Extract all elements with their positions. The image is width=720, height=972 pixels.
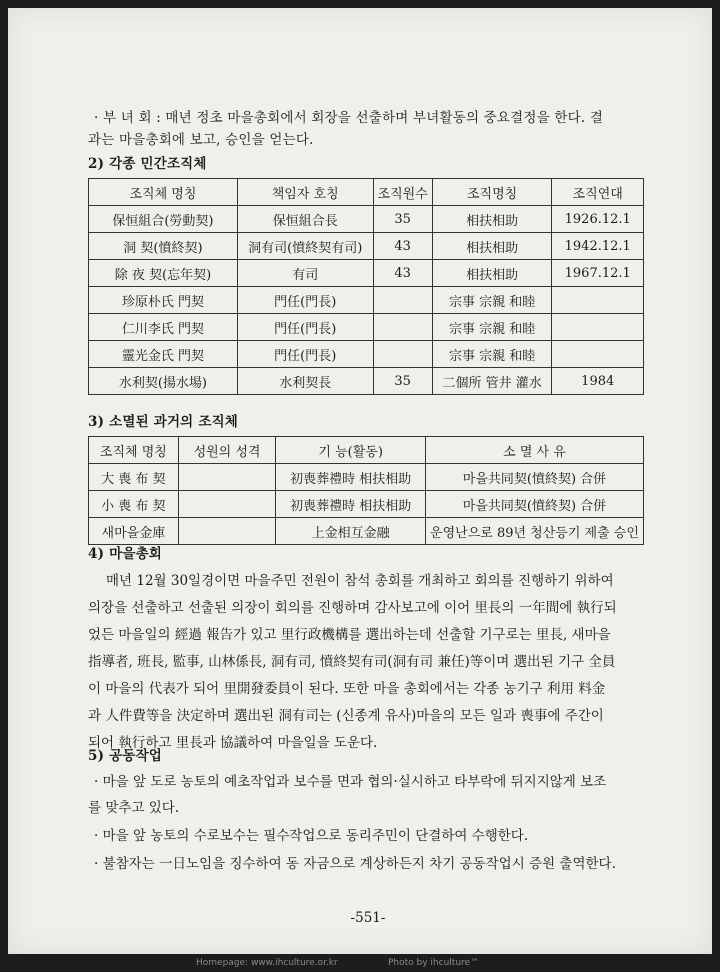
section4-title: 4) 마을총회 xyxy=(88,546,163,562)
table-cell: 宗事 宗親 和睦 xyxy=(432,341,552,368)
table-cell: 相扶相助 xyxy=(432,206,552,233)
table-header-row xyxy=(89,179,644,206)
table-cell: 새마을金庫 xyxy=(89,518,179,545)
paragraph-line: 되어 執行하고 里長과 協議하여 마을일을 도운다. xyxy=(88,735,378,751)
table-cell: 仁川李氏 門契 xyxy=(89,314,238,341)
table-cell xyxy=(552,287,644,314)
column-header: 조직연대 xyxy=(552,179,644,206)
table-cell: 35 xyxy=(373,206,432,233)
paragraph-line: 었든 마을일의 經過 報告가 있고 里行政機構를 選出하는데 선출할 기구로는 里長, 새마을 xyxy=(88,627,611,643)
section5-title: 5) 공동작업 xyxy=(88,748,163,764)
paragraph-line: 指導者, 班長, 監事, 山林係長, 洞有司, 憤終契有司(洞有司 兼任)等이며 選出된 기구 全員 xyxy=(88,654,616,670)
table-header-row xyxy=(89,437,644,464)
column-header: 조직원수 xyxy=(373,179,432,206)
list-item: · 마을 앞 농토의 수로보수는 필수작업으로 동리주민이 단결하여 수행한다. xyxy=(94,828,529,844)
table-cell xyxy=(552,341,644,368)
table-cell: 保恒組合長 xyxy=(237,206,373,233)
table-cell: 宗事 宗親 和睦 xyxy=(432,314,552,341)
table-row xyxy=(89,518,644,545)
paragraph-line: 의장을 선출하고 선출된 의장이 회의를 진행하며 감사보고에 이어 里長의 一年間에 執行되 xyxy=(88,600,617,616)
table-cell: 保恒組合(勞動契) xyxy=(89,206,238,233)
footer-homepage: Homepage: www.ihculture.or.kr xyxy=(196,958,338,968)
list-item: 를 맞추고 있다. xyxy=(88,800,180,816)
document-page xyxy=(8,8,712,954)
column-header: 성원의 성격 xyxy=(178,437,276,464)
table-cell: 운영난으로 89년 청산등기 제출 승인 xyxy=(425,518,643,545)
table-cell: 마을共同契(憤終契) 合併 xyxy=(425,464,643,491)
table-row xyxy=(89,368,644,395)
paragraph-line: 매년 12월 30일경이면 마을주민 전원이 참석 총회를 개최하고 회의를 진행하기 위하여 xyxy=(106,573,614,589)
table-cell: 小 喪 布 契 xyxy=(89,491,179,518)
footer-photo-credit: Photo by ihculture™ xyxy=(388,958,480,968)
table-cell: 相扶相助 xyxy=(432,260,552,287)
women-assoc-line1 xyxy=(94,108,603,128)
column-header: 소 멸 사 유 xyxy=(425,437,643,464)
table-cell: 1984 xyxy=(552,368,644,395)
footer-bar xyxy=(0,954,720,972)
table-cell: 二個所 管井 灌水 xyxy=(432,368,552,395)
table-cell: 1942.12.1 xyxy=(552,233,644,260)
table-cell: 初喪葬禮時 相扶相助 xyxy=(276,464,426,491)
table-cell: 上金相互金融 xyxy=(276,518,426,545)
table-row xyxy=(89,491,644,518)
table-cell: 洞有司(憤終契有司) xyxy=(237,233,373,260)
table-cell: 大 喪 布 契 xyxy=(89,464,179,491)
table-cell xyxy=(373,287,432,314)
column-header: 조직체 명칭 xyxy=(89,437,179,464)
women-assoc-line2: 과는 마을총회에 보고, 승인을 얻는다. xyxy=(88,132,314,148)
column-header: 조직명칭 xyxy=(432,179,552,206)
table-row xyxy=(89,314,644,341)
table-cell: 相扶相助 xyxy=(432,233,552,260)
table-row xyxy=(89,233,644,260)
table-cell xyxy=(552,314,644,341)
table-cell xyxy=(373,314,432,341)
organizations-table xyxy=(88,178,644,395)
list-item: · 불참자는 一日노임을 징수하여 동 자금으로 계상하든지 차기 공동작업시 증원 출역한다. xyxy=(94,856,616,872)
page-number: -551- xyxy=(350,910,386,926)
table-cell: 除 夜 契(忘年契) xyxy=(89,260,238,287)
defunct-organizations-table xyxy=(88,436,644,545)
table-row xyxy=(89,206,644,233)
table-cell: 마을共同契(憤終契) 合併 xyxy=(425,491,643,518)
table-cell xyxy=(178,518,276,545)
table-cell: 有司 xyxy=(237,260,373,287)
table-cell: 門任(門長) xyxy=(237,287,373,314)
table-cell: 靈光金氏 門契 xyxy=(89,341,238,368)
table-cell: 門任(門長) xyxy=(237,314,373,341)
table-cell xyxy=(178,491,276,518)
table-cell: 35 xyxy=(373,368,432,395)
column-header: 책임자 호칭 xyxy=(237,179,373,206)
column-header: 기 능(활동) xyxy=(276,437,426,464)
table-cell: 1967.12.1 xyxy=(552,260,644,287)
table-cell: 洞 契(憤終契) xyxy=(89,233,238,260)
women-assoc-bullet: · xyxy=(94,110,99,126)
table-cell: 水利契長 xyxy=(237,368,373,395)
women-assoc-text: 부 녀 회 : 매년 정초 마을총회에서 회장을 선출하며 부녀활동의 중요결정을 한다. 결 xyxy=(103,110,604,126)
table-cell: 門任(門長) xyxy=(237,341,373,368)
table-cell: 43 xyxy=(373,233,432,260)
table-cell: 初喪葬禮時 相扶相助 xyxy=(276,491,426,518)
table-cell: 珍原朴氏 門契 xyxy=(89,287,238,314)
table-row xyxy=(89,341,644,368)
table-row xyxy=(89,260,644,287)
section2-title: 2) 각종 민간조직체 xyxy=(88,156,207,172)
list-item: · 마을 앞 도로 농토의 예초작업과 보수를 면과 협의·실시하고 타부락에 뒤지지않게 보조 xyxy=(94,774,607,790)
table-row xyxy=(89,464,644,491)
table-cell: 1926.12.1 xyxy=(552,206,644,233)
table-row xyxy=(89,287,644,314)
column-header: 조직체 명칭 xyxy=(89,179,238,206)
table-cell: 宗事 宗親 和睦 xyxy=(432,287,552,314)
paragraph-line: 이 마을의 代表가 되어 里開發委員이 된다. 또한 마을 총회에서는 각종 농기구 利用 料金 xyxy=(88,681,606,697)
paragraph-line: 과 人件費等을 決定하며 選出된 洞有司는 (신종계 유사)마을의 모든 일과 喪事에 주간이 xyxy=(88,708,604,724)
table-cell xyxy=(373,341,432,368)
section3-title: 3) 소멸된 과거의 조직체 xyxy=(88,414,239,430)
table-cell: 43 xyxy=(373,260,432,287)
table-cell: 水利契(揚水場) xyxy=(89,368,238,395)
table-cell xyxy=(178,464,276,491)
